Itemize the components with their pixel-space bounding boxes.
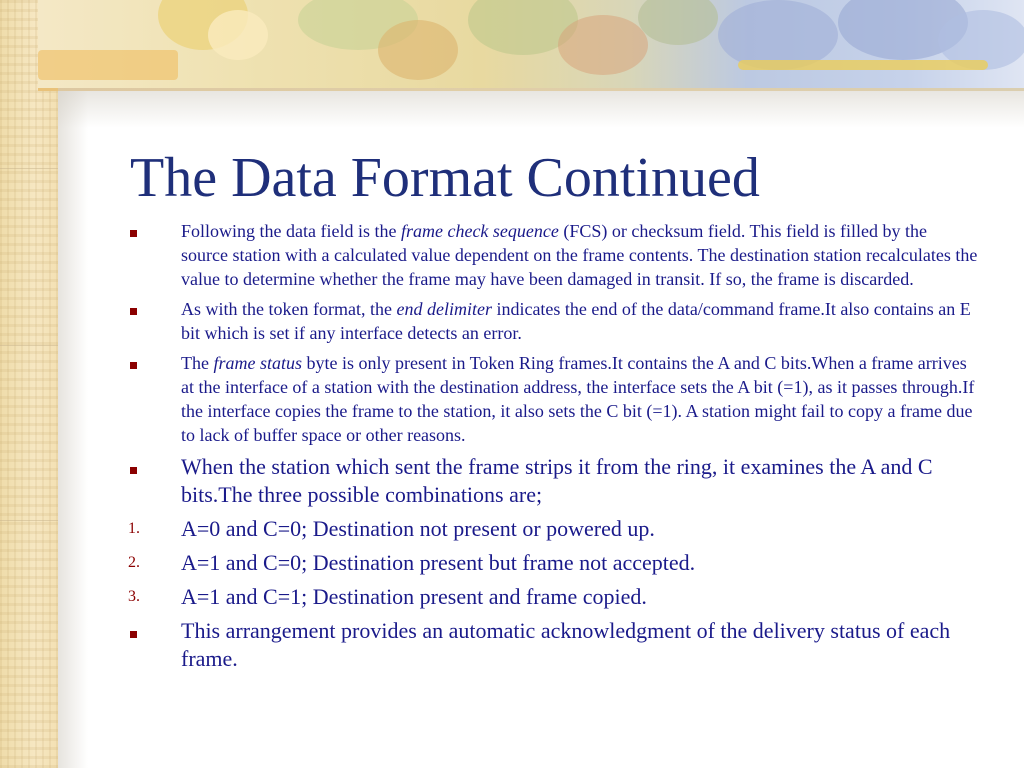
numbered-item bbox=[128, 583, 978, 611]
number-marker: 3. bbox=[128, 588, 140, 605]
bullet-marker bbox=[128, 219, 137, 243]
number-marker: 1. bbox=[128, 520, 140, 537]
emphasis-text: frame status bbox=[213, 353, 302, 373]
bullet-text bbox=[181, 221, 977, 289]
numbered-item bbox=[128, 549, 978, 577]
numbered-text: A=0 and C=0; Destination not present or powered up. bbox=[181, 516, 655, 541]
text-run: Following the data field is the bbox=[181, 221, 401, 241]
bullet-item bbox=[128, 351, 978, 447]
slide-body bbox=[128, 219, 978, 679]
bullet-item bbox=[128, 617, 978, 673]
numbered-text: A=1 and C=0; Destination present but frame not accepted. bbox=[181, 550, 696, 575]
emphasis-text: end delimiter bbox=[396, 299, 492, 319]
number-marker: 2. bbox=[128, 554, 140, 571]
bullet-marker bbox=[128, 297, 137, 321]
bullet-text bbox=[181, 353, 974, 445]
slide-title: The Data Format Continued bbox=[130, 147, 760, 209]
bullet-text: When the station which sent the frame strips it from the ring, it examines the A and C bits.The three possible combinations are; bbox=[181, 454, 933, 507]
text-run: The bbox=[181, 353, 214, 373]
bullet-item bbox=[128, 219, 978, 291]
text-run: As with the token format, the bbox=[181, 299, 397, 319]
bullet-item bbox=[128, 453, 978, 509]
bullet-item bbox=[128, 297, 978, 345]
left-parchment-strip bbox=[0, 0, 58, 768]
text-run: (FCS) or checksum field. This field is filled by the source station with a calculated value dependent on the frame contents. The destination station recalculates the value to determine whether the frame may have been damaged in transit. If so, the frame is discarded. bbox=[181, 221, 978, 289]
header-banner-leaves bbox=[38, 0, 1024, 88]
banner-shadow bbox=[58, 88, 1024, 128]
numbered-item bbox=[128, 515, 978, 543]
text-run: indicates the end of the data/command frame.It also contains an E bit which is set if any interface detects an error. bbox=[181, 299, 971, 343]
bullet-text bbox=[181, 299, 971, 343]
bullet-marker bbox=[128, 351, 137, 375]
numbered-text: A=1 and C=1; Destination present and frame copied. bbox=[181, 584, 647, 609]
text-run: byte is only present in Token Ring frames.It contains the A and C bits.When a frame arrives at the interface of a station with the destination address, the interface sets the A bit (=1), as it passes through.If the interface copies the frame to the station, it also sets the C bit (=1). A station might fail to copy a frame due to lack of buffer space or other reasons. bbox=[181, 353, 975, 445]
bullet-marker bbox=[128, 453, 137, 481]
bullet-marker bbox=[128, 617, 137, 645]
emphasis-text: frame check sequence bbox=[400, 221, 559, 241]
bullet-text: This arrangement provides an automatic acknowledgment of the delivery status of each frame. bbox=[181, 618, 951, 671]
